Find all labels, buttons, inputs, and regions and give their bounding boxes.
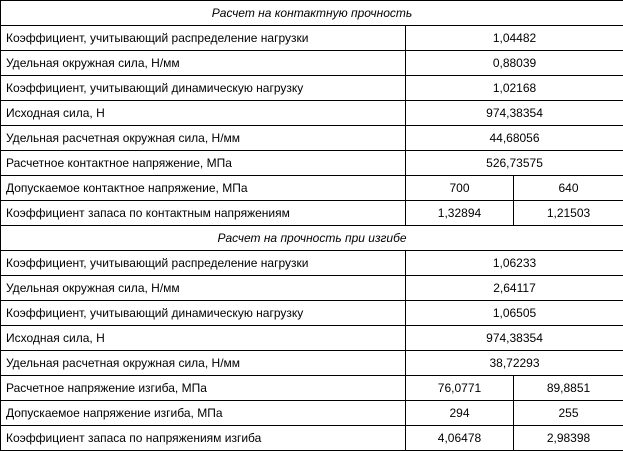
row-label: Удельная расчетная окружная сила, Н/мм (1, 126, 406, 151)
row-label: Коэффициент, учитывающий динамическую нагрузку (1, 301, 406, 326)
row-label: Удельная окружная сила, Н/мм (1, 51, 406, 76)
row-value-2: 255 (514, 401, 623, 426)
row-label: Исходная сила, Н (1, 101, 406, 126)
table-row (1, 326, 623, 351)
table-row (1, 26, 623, 51)
row-label: Исходная сила, Н (1, 326, 406, 351)
row-value: 0,88039 (406, 51, 623, 76)
row-value-1: 700 (406, 176, 514, 201)
row-label: Расчетное контактное напряжение, МПа (1, 151, 406, 176)
row-value-2: 89,8851 (514, 376, 623, 401)
row-value: 1,04482 (406, 26, 623, 51)
table-row (1, 276, 623, 301)
row-label: Коэффициент запаса по напряжениям изгиба (1, 426, 406, 451)
row-value: 526,73575 (406, 151, 623, 176)
table-row (1, 401, 623, 426)
section-title: Расчет на прочность при изгибе (1, 226, 623, 251)
row-label: Коэффициент запаса по контактным напряжениям (1, 201, 406, 226)
row-label: Коэффициент, учитывающий распределение нагрузки (1, 251, 406, 276)
table-row (1, 426, 623, 451)
table-row (1, 176, 623, 201)
row-value: 974,38354 (406, 101, 623, 126)
row-label: Допускаемое контактное напряжение, МПа (1, 176, 406, 201)
row-label: Коэффициент, учитывающий динамическую нагрузку (1, 76, 406, 101)
table-row (1, 376, 623, 401)
row-label: Расчетное напряжение изгиба, МПа (1, 376, 406, 401)
table-row (1, 126, 623, 151)
row-label: Удельная расчетная окружная сила, Н/мм (1, 351, 406, 376)
row-value-2: 1,21503 (514, 201, 623, 226)
table-row (1, 101, 623, 126)
row-value: 974,38354 (406, 326, 623, 351)
row-value-1: 76,0771 (406, 376, 514, 401)
row-value-1: 294 (406, 401, 514, 426)
section-header-row (1, 1, 623, 26)
row-value-2: 2,98398 (514, 426, 623, 451)
section-title: Расчет на контактную прочность (1, 1, 623, 26)
row-label: Допускаемое напряжение изгиба, МПа (1, 401, 406, 426)
table-row (1, 301, 623, 326)
calculation-table-body (1, 1, 623, 451)
row-value: 44,68056 (406, 126, 623, 151)
row-value-2: 640 (514, 176, 623, 201)
row-value-1: 4,06478 (406, 426, 514, 451)
table-row (1, 151, 623, 176)
table-row (1, 351, 623, 376)
row-value-1: 1,32894 (406, 201, 514, 226)
table-row (1, 201, 623, 226)
row-label: Коэффициент, учитывающий распределение нагрузки (1, 26, 406, 51)
section-header-row (1, 226, 623, 251)
row-value: 1,06233 (406, 251, 623, 276)
table-row (1, 251, 623, 276)
row-value: 1,06505 (406, 301, 623, 326)
row-value: 2,64117 (406, 276, 623, 301)
row-value: 38,72293 (406, 351, 623, 376)
table-row (1, 51, 623, 76)
row-label: Удельная окружная сила, Н/мм (1, 276, 406, 301)
table-row (1, 76, 623, 101)
row-value: 1,02168 (406, 76, 623, 101)
